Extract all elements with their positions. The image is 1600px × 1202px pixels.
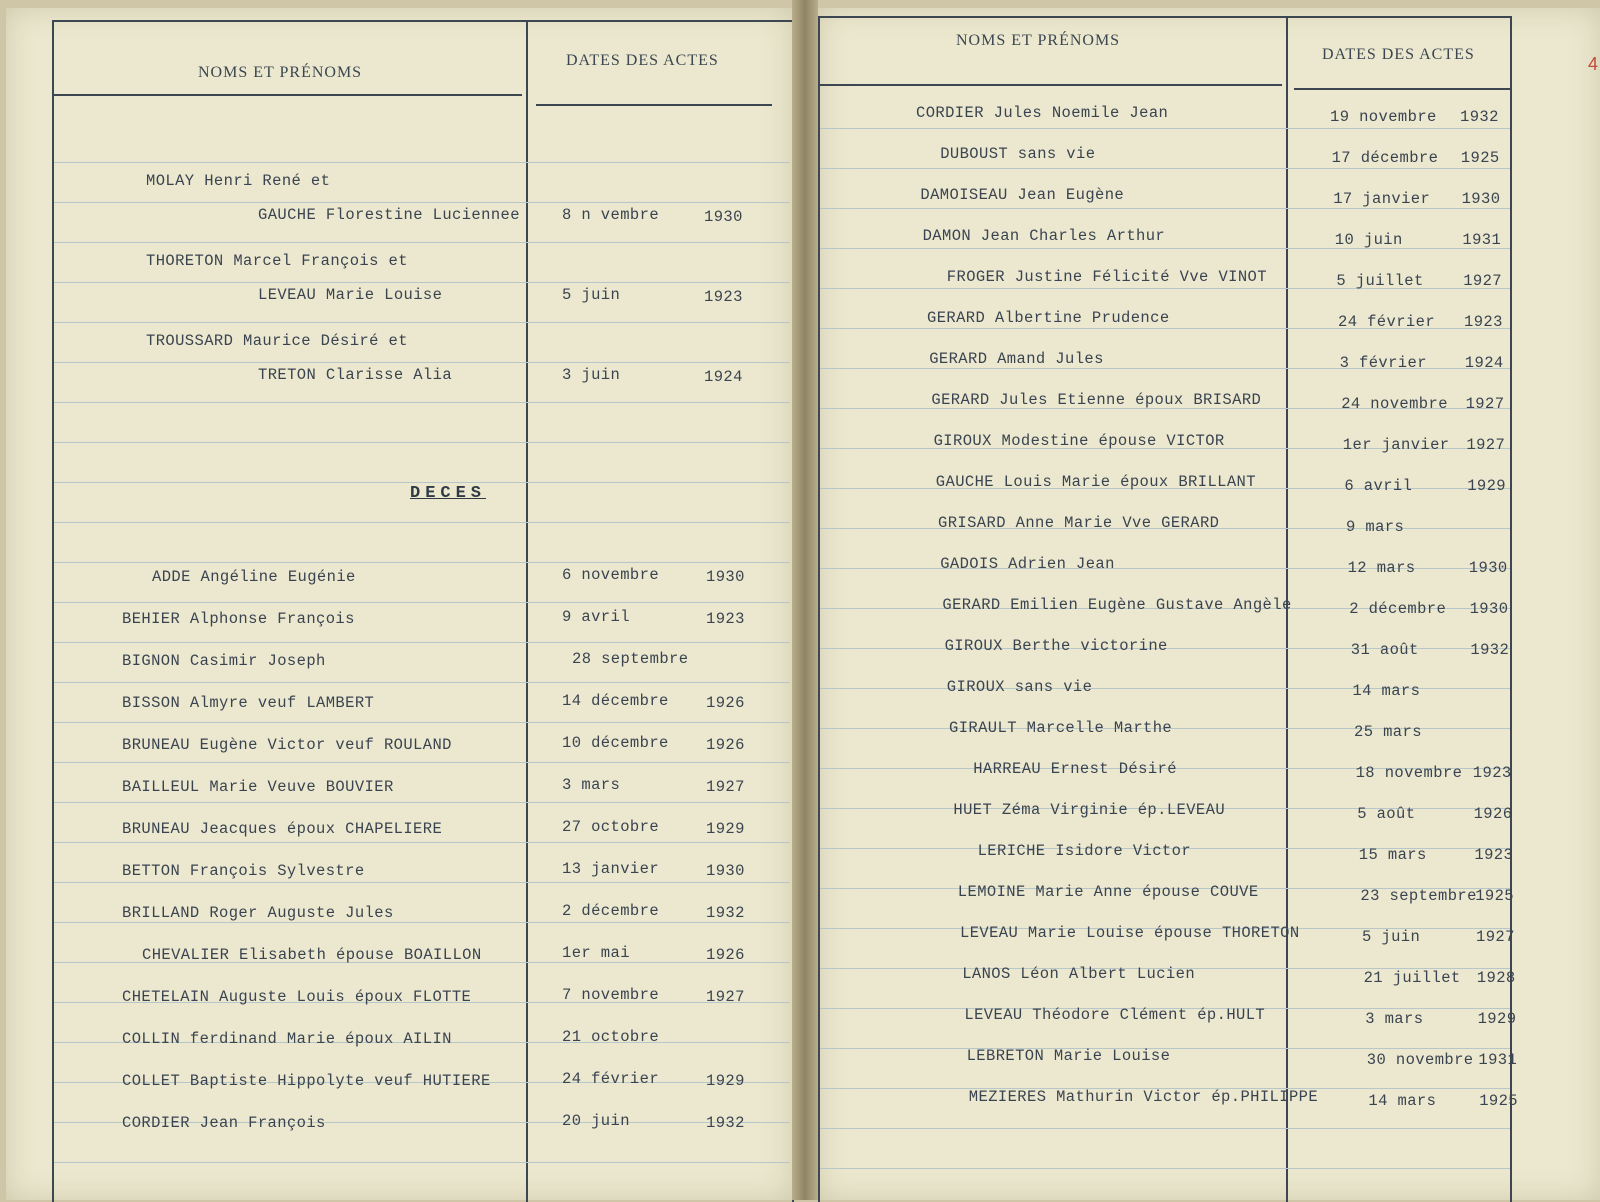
entry-name: LEMOINE Marie Anne épouse COUVE	[957, 883, 1259, 901]
entry-date: 1er janvier	[1342, 436, 1450, 454]
book-gutter	[792, 0, 818, 1200]
marriage-date: 3 juin	[562, 366, 621, 384]
ruled-line	[820, 208, 1510, 209]
entry-name: DAMOISEAU Jean Eugène	[920, 186, 1125, 204]
entry-date: 9 mars	[1346, 518, 1405, 536]
ruled-line	[54, 442, 790, 443]
entry-year: 1930	[1468, 559, 1508, 577]
entry-year: 1927	[1466, 436, 1506, 454]
ruled-line	[820, 1168, 1510, 1169]
entry-year: 1923	[1472, 764, 1512, 782]
entry-date: 6 avril	[1344, 477, 1413, 495]
ruled-line	[54, 322, 790, 323]
ruled-line	[54, 1162, 790, 1163]
death-name: BIGNON Casimir Joseph	[122, 652, 326, 670]
entry-date: 12 mars	[1347, 559, 1416, 577]
death-year: 1927	[706, 988, 745, 1006]
entry-date: 17 janvier	[1333, 190, 1431, 208]
death-name: BAILLEUL Marie Veuve BOUVIER	[122, 778, 394, 796]
death-year: 1926	[706, 694, 745, 712]
entry-year: 1925	[1475, 887, 1514, 905]
ruled-line	[54, 882, 790, 883]
ruled-line	[54, 722, 790, 723]
entry-year: 1924	[1464, 354, 1504, 372]
death-year: 1930	[706, 568, 745, 586]
left-header-names: NOMS ET PRÉNOMS	[198, 64, 363, 81]
entry-date: 14 mars	[1368, 1092, 1437, 1110]
entry-name: FROGER Justine Félicité Vve VINOT	[946, 268, 1267, 286]
death-date: 1er mai	[562, 944, 630, 962]
death-year: 1926	[706, 736, 745, 754]
marriage-date: 5 juin	[562, 286, 621, 304]
entry-year: 1930	[1461, 190, 1501, 208]
death-year: 1932	[706, 1114, 745, 1132]
death-name: COLLET Baptiste Hippolyte veuf HUTIERE	[122, 1072, 491, 1090]
entry-date: 3 mars	[1365, 1010, 1424, 1028]
death-name: CHETELAIN Auguste Louis époux FLOTTE	[122, 988, 472, 1006]
entry-name: GIROUX Modestine épouse VICTOR	[933, 432, 1225, 450]
death-name: BRILLAND Roger Auguste Jules	[122, 904, 394, 922]
ruled-line	[54, 802, 790, 803]
entry-year: 1926	[1473, 805, 1513, 823]
entry-year: 1931	[1478, 1051, 1518, 1069]
death-year: 1932	[706, 904, 745, 922]
entry-year: 1925	[1479, 1092, 1518, 1110]
right-page	[818, 8, 1600, 1200]
entry-date: 23 septembre	[1360, 887, 1477, 905]
death-date: 21 octobre	[562, 1028, 660, 1046]
entry-name: GERARD Amand Jules	[929, 350, 1104, 368]
entry-date: 14 mars	[1352, 682, 1421, 700]
right-header-names: NOMS ET PRÉNOMS	[956, 32, 1121, 49]
death-year: 1930	[706, 862, 745, 880]
right-header-line-dates	[1294, 88, 1510, 90]
entry-date: 10 juin	[1334, 231, 1403, 249]
death-date: 14 décembre	[562, 692, 669, 710]
death-name: CORDIER Jean François	[122, 1114, 326, 1132]
entry-date: 2 décembre	[1349, 600, 1447, 618]
death-name: BETTON François Sylvestre	[122, 862, 365, 880]
entry-date: 5 août	[1357, 805, 1416, 823]
entry-year: 1931	[1462, 231, 1502, 249]
entry-name: LEVEAU Marie Louise épouse THORETON	[960, 924, 1300, 942]
margin-page-number: 4	[1588, 54, 1599, 74]
entry-date: 17 décembre	[1331, 149, 1439, 167]
entry-date: 5 juillet	[1336, 272, 1424, 290]
entry-date: 31 août	[1350, 641, 1419, 659]
entry-date: 30 novembre	[1366, 1051, 1474, 1069]
entry-name: LERICHE Isidore Victor	[977, 842, 1192, 860]
death-date: 13 janvier	[562, 860, 660, 878]
entry-date: 24 février	[1338, 313, 1436, 331]
death-date: 6 novembre	[562, 566, 660, 584]
death-name: BRUNEAU Jeacques époux CHAPELIERE	[122, 820, 443, 838]
death-name: BEHIER Alphonse François	[122, 610, 355, 628]
entry-year: 1929	[1467, 477, 1506, 495]
death-year: 1929	[706, 1072, 745, 1090]
death-name: ADDE Angéline Eugénie	[152, 568, 356, 586]
death-name: BISSON Almyre veuf LAMBERT	[122, 694, 375, 712]
entry-date: 19 novembre	[1330, 108, 1437, 126]
marriage-line1: THORETON Marcel François et	[146, 252, 408, 270]
death-date: 7 novembre	[562, 986, 660, 1004]
ruled-line	[54, 522, 790, 523]
ruled-line	[54, 162, 790, 163]
entry-name: GAUCHE Louis Marie époux BRILLANT	[935, 473, 1256, 491]
entry-name: MEZIERES Mathurin Victor ép.PHILIPPE	[968, 1088, 1319, 1106]
ruled-line	[54, 762, 790, 763]
entry-year: 1929	[1477, 1010, 1517, 1028]
entry-year: 1927	[1463, 272, 1502, 290]
entry-date: 5 juin	[1362, 928, 1421, 946]
death-name: CHEVALIER Elisabeth épouse BOAILLON	[142, 946, 482, 964]
death-date: 24 février	[562, 1070, 660, 1088]
entry-name: LEVEAU Théodore Clément ép.HULT	[964, 1006, 1266, 1024]
marriage-date: 8 n vembre	[562, 206, 660, 224]
ruled-line	[54, 482, 790, 483]
ruled-line	[54, 562, 790, 563]
marriage-year: 1924	[704, 368, 743, 386]
marriage-year: 1923	[704, 288, 743, 306]
entry-date: 18 novembre	[1355, 764, 1463, 782]
right-header-dates: DATES DES ACTES	[1322, 46, 1475, 63]
death-date: 3 mars	[562, 776, 621, 794]
entry-date: 15 mars	[1358, 846, 1427, 864]
ruled-line	[54, 682, 790, 683]
ruled-line	[54, 602, 790, 603]
entry-name: CORDIER Jules Noemile Jean	[916, 104, 1169, 122]
entry-year: 1932	[1460, 108, 1499, 126]
entry-name: GIROUX sans vie	[946, 678, 1093, 696]
ruled-line	[54, 282, 790, 283]
entry-year: 1932	[1470, 641, 1510, 659]
entry-name: GADOIS Adrien Jean	[940, 555, 1115, 573]
marriage-line2: TRETON Clarisse Alia	[258, 366, 453, 384]
death-date: 10 décembre	[562, 734, 669, 752]
marriage-year: 1930	[704, 208, 743, 226]
entry-year: 1930	[1469, 600, 1509, 618]
entry-name: GERARD Jules Etienne époux BRISARD	[931, 391, 1262, 409]
left-page	[6, 8, 792, 1200]
death-year: 1926	[706, 946, 745, 964]
marriage-line2: GAUCHE Florestine Luciennee	[258, 206, 520, 224]
ruled-line	[820, 128, 1510, 129]
entry-name: GIRAULT Marcelle Marthe	[949, 719, 1173, 737]
entry-name: GERARD Emilien Eugène Gustave Angèle	[942, 596, 1292, 614]
right-table-frame	[818, 16, 1518, 1202]
entry-year: 1927	[1476, 928, 1515, 946]
entry-year: 1923	[1474, 846, 1514, 864]
entry-date: 21 juillet	[1363, 969, 1461, 987]
left-table-frame	[52, 20, 794, 1202]
entry-name: HUET Zéma Virginie ép.LEVEAU	[953, 801, 1226, 819]
entry-name: DUBOUST sans vie	[940, 145, 1096, 163]
entry-name: GIROUX Berthe victorine	[944, 637, 1168, 655]
left-column-separator	[526, 22, 528, 1202]
ruled-line	[54, 402, 790, 403]
right-header-line	[820, 84, 1282, 86]
ruled-line	[54, 642, 790, 643]
left-header-line	[54, 94, 522, 96]
entry-name: GERARD Albertine Prudence	[927, 309, 1170, 327]
death-date: 9 avril	[562, 608, 630, 626]
entry-year: 1923	[1464, 313, 1503, 331]
entry-name: GRISARD Anne Marie Vve GERARD	[938, 514, 1220, 532]
marriage-line1: TROUSSARD Maurice Désiré et	[146, 332, 408, 350]
entry-year: 1925	[1460, 149, 1500, 167]
entry-year: 1928	[1476, 969, 1516, 987]
entry-name: LEBRETON Marie Louise	[966, 1047, 1171, 1065]
death-date: 28 septembre	[572, 650, 689, 668]
death-date: 20 juin	[562, 1112, 630, 1130]
entry-name: HARREAU Ernest Désiré	[973, 760, 1177, 778]
ruled-line	[54, 242, 790, 243]
entry-name: DAMON Jean Charles Arthur	[922, 227, 1166, 245]
left-header-line-dates	[536, 104, 772, 106]
death-year: 1923	[706, 610, 745, 628]
ruled-line	[54, 842, 790, 843]
entry-date: 24 novembre	[1341, 395, 1448, 413]
ruled-line	[820, 168, 1510, 169]
death-year: 1927	[706, 778, 745, 796]
marriage-line2: LEVEAU Marie Louise	[258, 286, 443, 304]
ruled-line	[820, 1128, 1510, 1129]
left-header-dates: DATES DES ACTES	[566, 52, 719, 69]
ruled-line	[54, 362, 790, 363]
ruled-line	[54, 202, 790, 203]
death-year: 1929	[706, 820, 745, 838]
death-name: COLLIN ferdinand Marie époux AILIN	[122, 1030, 452, 1048]
ruled-line	[54, 922, 790, 923]
entry-name: LANOS Léon Albert Lucien	[962, 965, 1196, 983]
section-title-deces: DECES	[410, 484, 487, 503]
marriage-line1: MOLAY Henri René et	[146, 172, 331, 190]
entry-date: 3 février	[1339, 354, 1427, 372]
entry-year: 1927	[1465, 395, 1505, 413]
death-date: 2 décembre	[562, 902, 660, 920]
entry-date: 25 mars	[1354, 723, 1422, 741]
ruled-line	[820, 248, 1510, 249]
death-date: 27 octobre	[562, 818, 660, 836]
death-name: BRUNEAU Eugène Victor veuf ROULAND	[122, 736, 452, 754]
